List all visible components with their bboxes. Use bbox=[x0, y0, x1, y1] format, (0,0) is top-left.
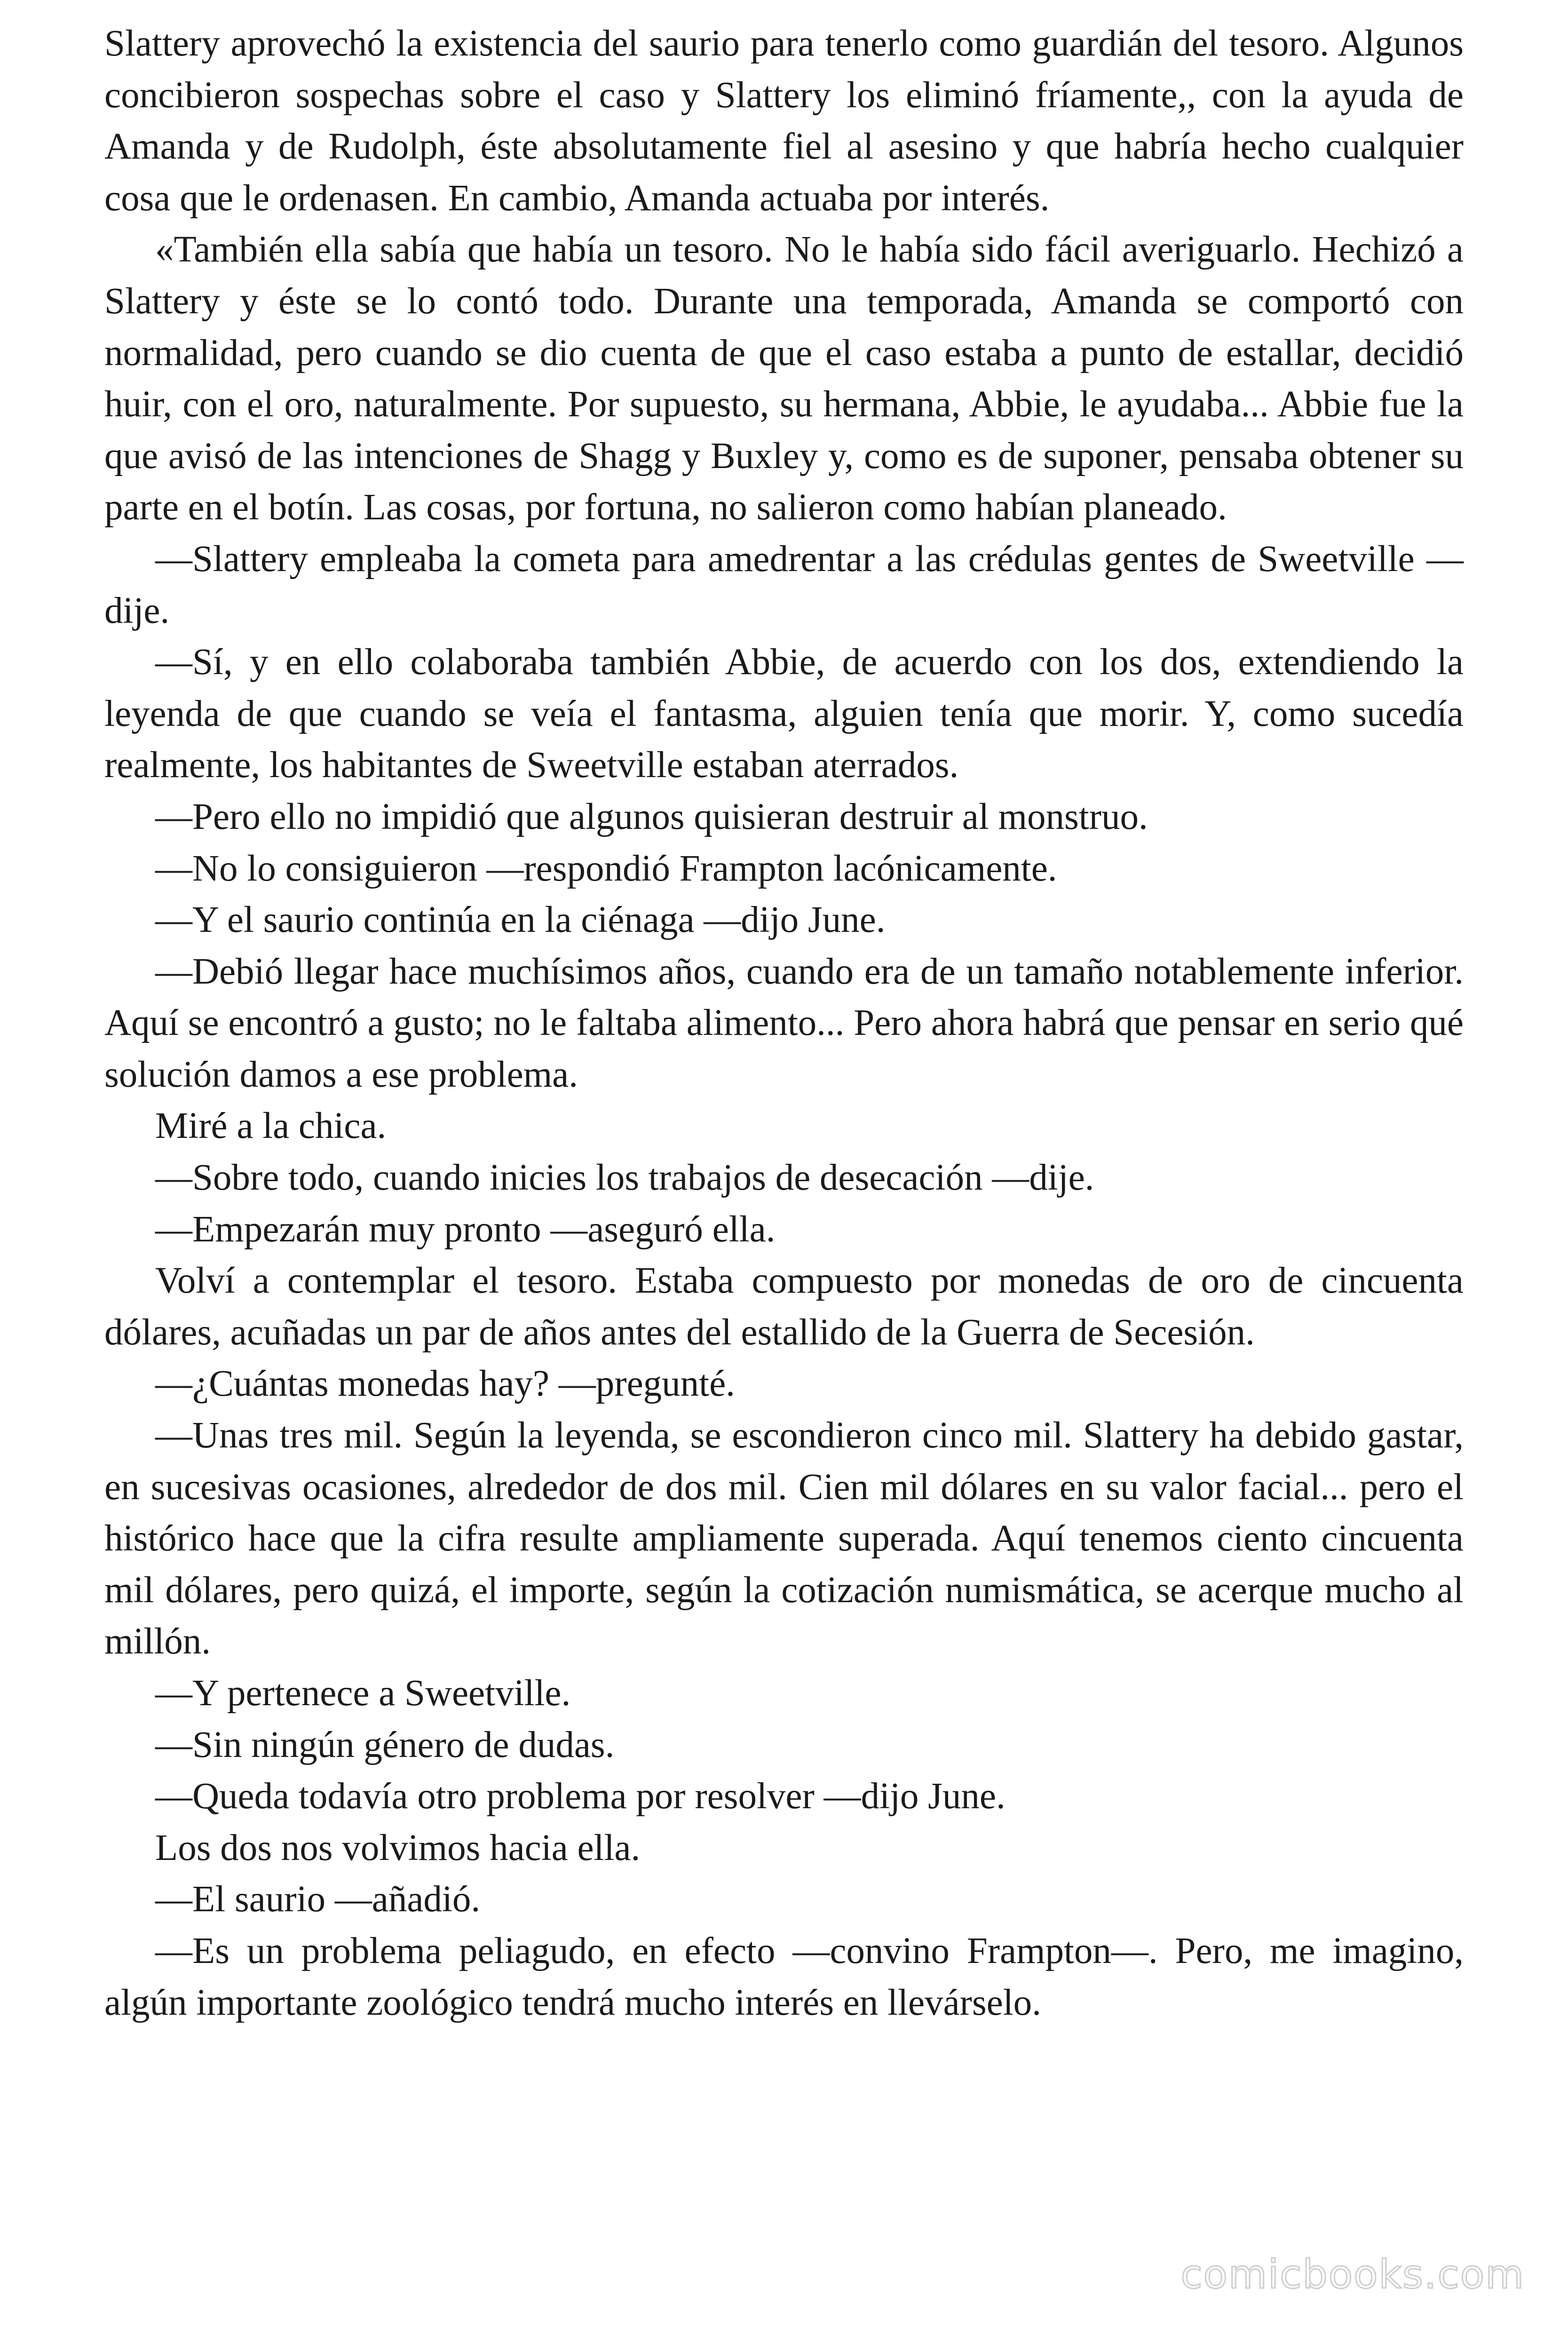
paragraph: —Sin ningún género de dudas. bbox=[155, 1724, 615, 1765]
watermark: comicbooks.com bbox=[1180, 2251, 1525, 2297]
page-text bbox=[104, 18, 1464, 2028]
paragraph: «También ella sabía que había un tesoro. No le había sido fácil averiguarlo. Hechizó a Slattery y éste se lo contó todo. Durante una temporada, Amanda se comportó con normalidad, pero cuando se dio cuenta de que el caso estaba a punto de estallar, decidió huir, con el oro, naturalmente. Por supuesto, su hermana, Abbie, le ayudaba... Abbie fue la que avisó de las intenciones de Shagg y Buxley y, como es de suponer, pensaba obtener su parte en el botín. Las cosas, por fortuna, no salieron como habían planeado. bbox=[104, 229, 1464, 528]
paragraph: Los dos nos volvimos hacia ella. bbox=[155, 1827, 641, 1868]
paragraph: —Y pertenece a Sweetville. bbox=[155, 1673, 571, 1714]
paragraph: —Debió llegar hace muchísimos años, cuando era de un tamaño notablemente inferior. Aquí se encontró a gusto; no le faltaba alimento... Pero ahora habrá que pensar en serio qué solución damos a ese problema. bbox=[104, 951, 1464, 1095]
paragraph: —Queda todavía otro problema por resolver —dijo June. bbox=[155, 1776, 1006, 1817]
paragraph: —Slattery empleaba la cometa para amedrentar a las crédulas gentes de Sweetville —dije. bbox=[104, 538, 1464, 631]
paragraph: —Sobre todo, cuando inicies los trabajos de desecación —dije. bbox=[155, 1157, 1094, 1199]
paragraph: —Pero ello no impidió que algunos quisieran destruir al monstruo. bbox=[155, 796, 1148, 837]
paragraph: Volví a contemplar el tesoro. Estaba compuesto por monedas de oro de cincuenta dólares, acuñadas un par de años antes del estallido de la Guerra de Secesión. bbox=[104, 1260, 1464, 1353]
paragraph: —El saurio —añadió. bbox=[155, 1879, 481, 1920]
paragraph: —Y el saurio continúa en la ciénaga —dijo June. bbox=[155, 899, 886, 941]
paragraph: —Empezarán muy pronto —aseguró ella. bbox=[155, 1208, 776, 1250]
paragraph: —Es un problema peliagudo, en efecto —convino Frampton—. Pero, me imagino, algún importante zoológico tendrá mucho interés en llevárselo. bbox=[104, 1930, 1464, 2023]
paragraph: —Sí, y en ello colaboraba también Abbie, de acuerdo con los dos, extendiendo la leyenda de que cuando se veía el fantasma, alguien tenía que morir. Y, como sucedía realmente, los habitantes de Sweetville estaban aterrados. bbox=[104, 642, 1464, 786]
paragraph: —No lo consiguieron —respondió Frampton lacónicamente. bbox=[155, 848, 1057, 889]
paragraph: Slattery aprovechó la existencia del saurio para tenerlo como guardián del tesoro. Algunos concibieron sospechas sobre el caso y Slattery los eliminó fríamente,, con la ayuda de Amanda y de Rudolph, éste absolutamente fiel al asesino y que habría hecho cualquier cosa que le ordenasen. En cambio, Amanda actuaba por interés. bbox=[104, 23, 1464, 219]
paragraph: —Unas tres mil. Según la leyenda, se escondieron cinco mil. Slattery ha debido gastar, en sucesivas ocasiones, alrededor de dos mil. Cien mil dólares en su valor facial... pero el histórico hace que la cifra resulte ampliamente superada. Aquí tenemos ciento cincuenta mil dólares, pero quizá, el importe, según la cotización numismática, se acerque mucho al millón. bbox=[104, 1415, 1464, 1662]
paragraph: Miré a la chica. bbox=[155, 1105, 387, 1147]
paragraph: —¿Cuántas monedas hay? —pregunté. bbox=[155, 1363, 735, 1405]
